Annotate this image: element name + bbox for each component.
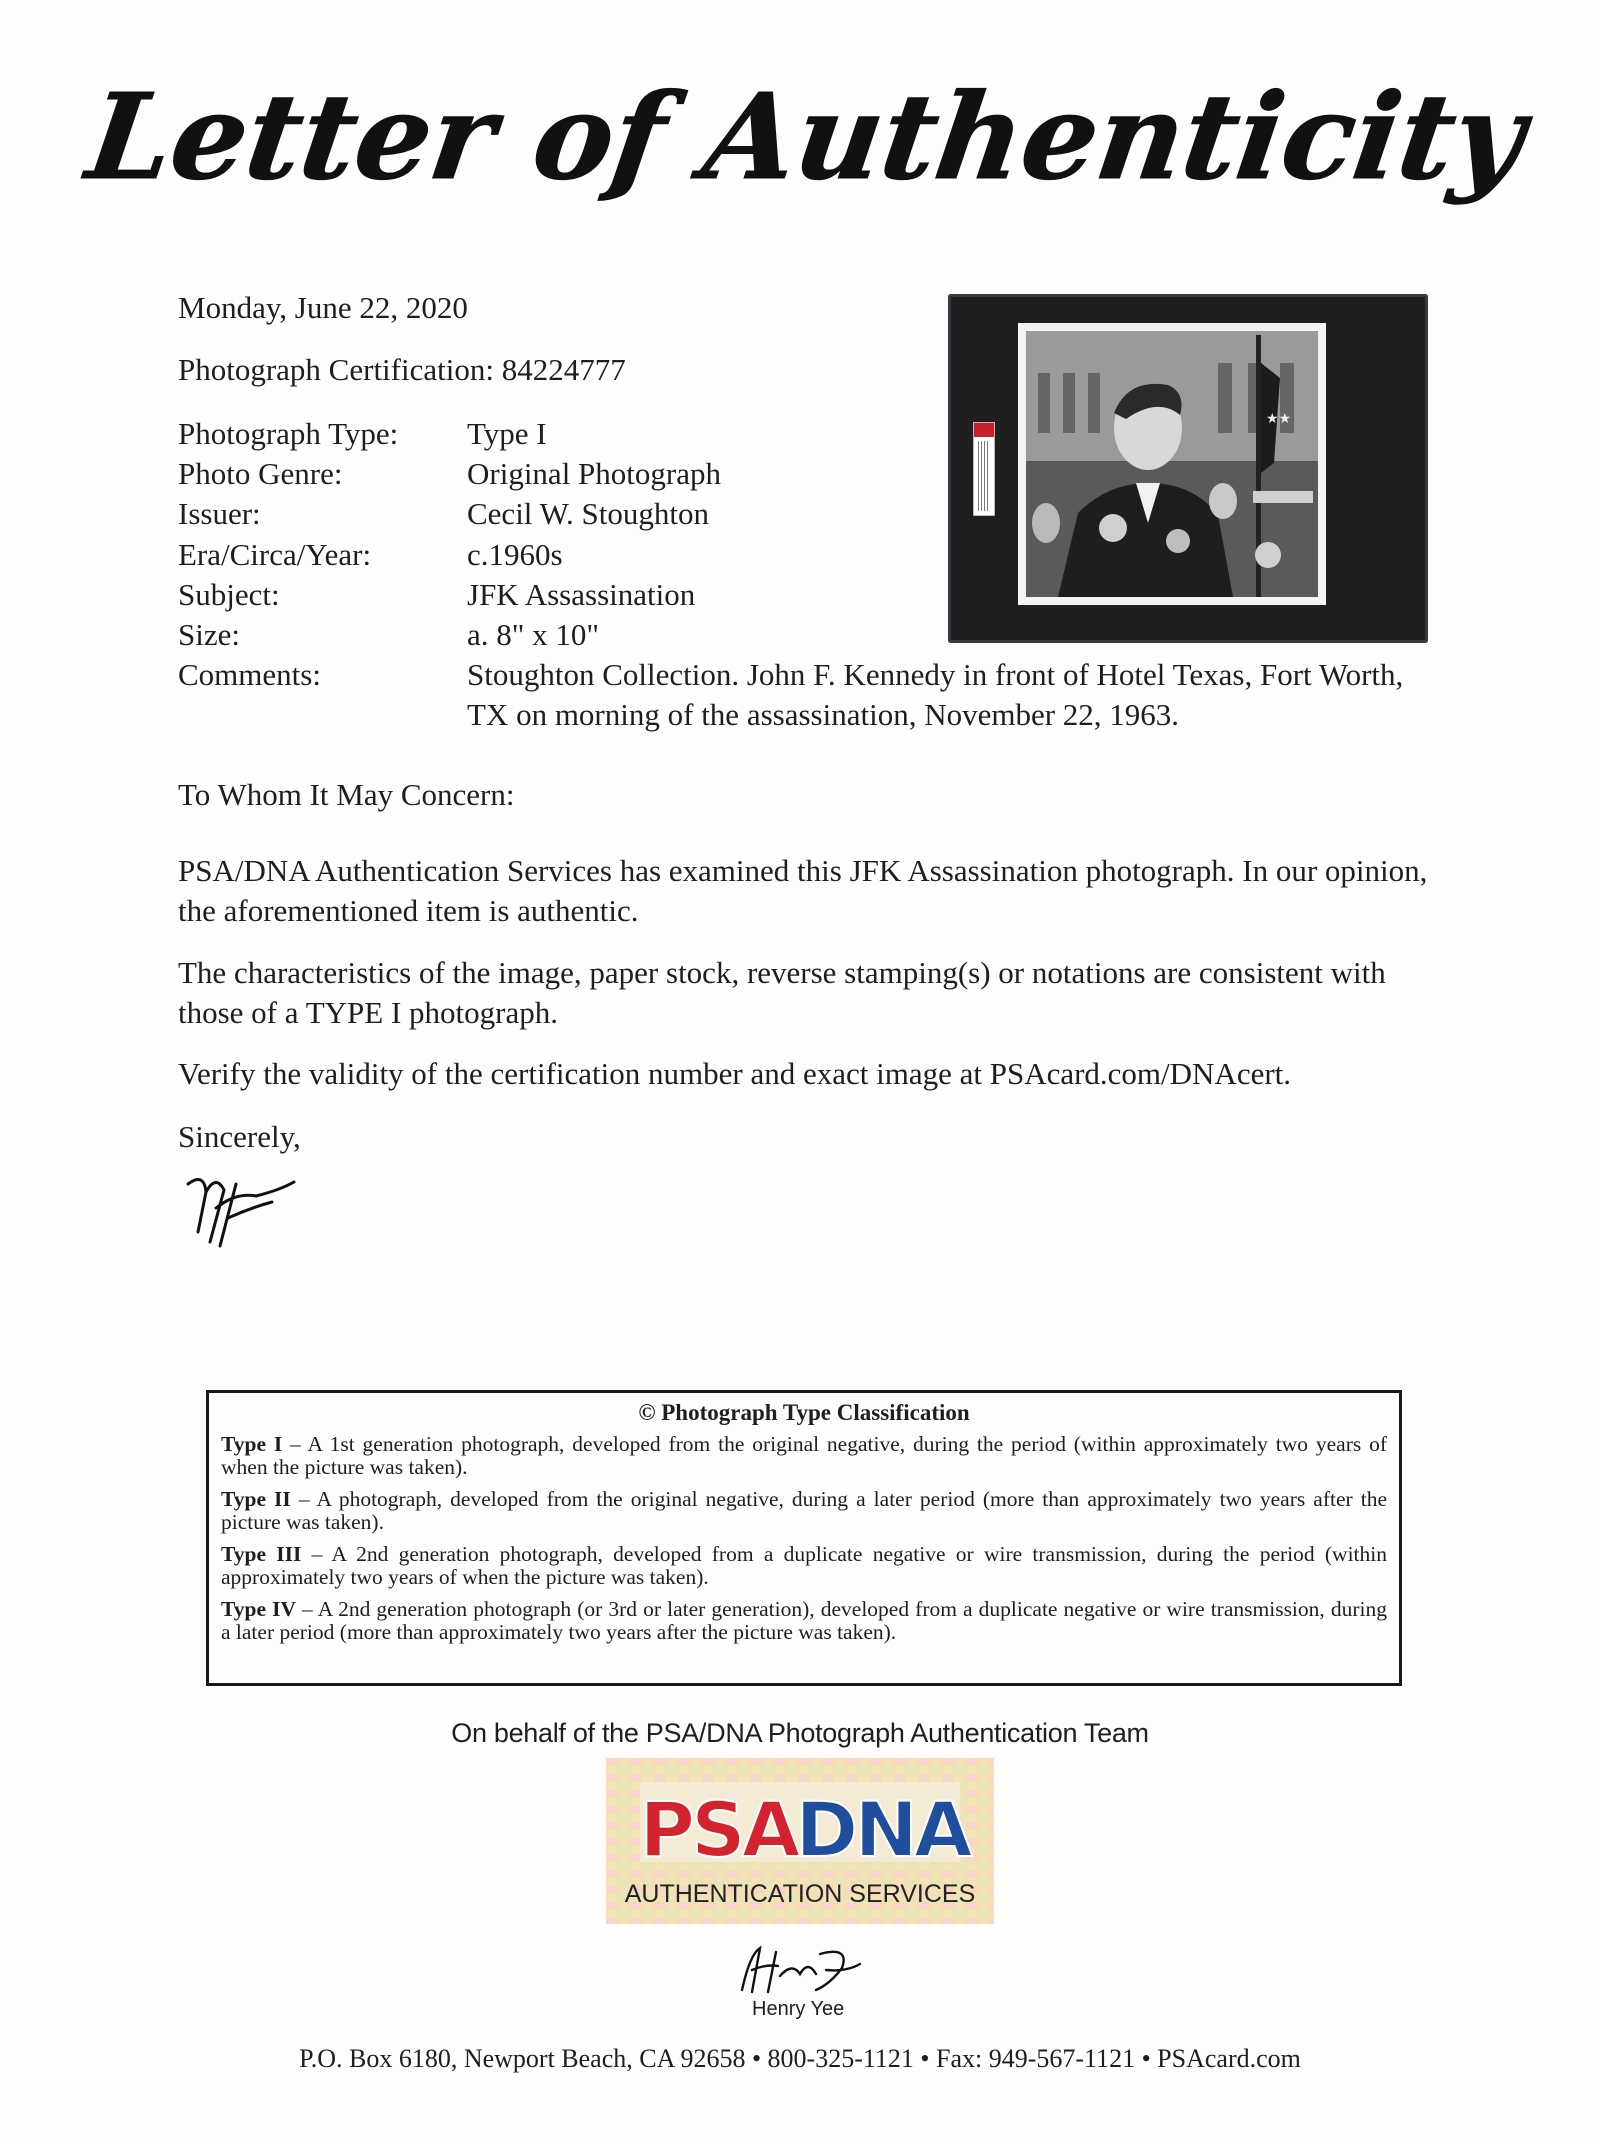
classification-title: © Photograph Type Classification bbox=[638, 1400, 970, 1425]
body-paragraph: Verify the validity of the certification number and exact image at PSAcard.com/DNAcert. bbox=[178, 1056, 1292, 1091]
svg-text:★★: ★★ bbox=[1266, 412, 1292, 427]
slabbed-photograph bbox=[948, 294, 1428, 643]
classification-item bbox=[221, 1488, 1387, 1535]
detail-value: JFK Assassination bbox=[467, 576, 696, 612]
logo-psa-text: PSA bbox=[639, 1785, 797, 1874]
detail-label: Subject: bbox=[178, 576, 280, 612]
type-name: Type II bbox=[221, 1486, 291, 1511]
classification-item bbox=[221, 1433, 1387, 1480]
signature-henry-yee bbox=[730, 1940, 870, 2000]
team-statement: On behalf of the PSA/DNA Photograph Authentication Team bbox=[451, 1718, 1149, 1748]
detail-label: Size: bbox=[178, 617, 240, 653]
salutation: To Whom It May Concern: bbox=[178, 777, 515, 812]
type-description: – A 2nd generation photograph (or 3rd or later generation), developed from a duplicate negative or wire transmission, during a later period (more than approximately two years after the picture was taken). bbox=[221, 1596, 1387, 1644]
detail-value: a. 8" x 10" bbox=[467, 617, 600, 653]
detail-value: Stoughton Collection. John F. Kennedy in front of Hotel Texas, Fort Worth, TX on morning of the assassination, November 22, 1963. bbox=[467, 657, 1404, 733]
footer-contact: P.O. Box 6180, Newport Beach, CA 92658 • 800-325-1121 • Fax: 949-567-1121 • PSAcard.com bbox=[299, 2044, 1301, 2073]
title-text: Letter of Authenticity bbox=[79, 67, 1533, 206]
certification-line bbox=[178, 352, 626, 388]
classification-item bbox=[221, 1543, 1387, 1590]
type-description: – A 2nd generation photograph, developed from a duplicate negative or wire transmission, during the period (within approximately two years of when the picture was taken). bbox=[221, 1541, 1387, 1589]
body-paragraph: PSA/DNA Authentication Services has examined this JFK Assassination photograph. In our opinion, the aforementioned item is authentic. bbox=[178, 853, 1428, 928]
detail-label: Photo Genre: bbox=[178, 456, 343, 492]
classification-item bbox=[221, 1598, 1387, 1645]
type-name: Type I bbox=[221, 1431, 283, 1456]
detail-value: c.1960s bbox=[467, 536, 563, 572]
detail-label: Era/Circa/Year: bbox=[178, 536, 372, 572]
detail-label: Photograph Type: bbox=[178, 416, 399, 451]
closing: Sincerely, bbox=[178, 1119, 301, 1154]
photograph-image bbox=[1018, 323, 1326, 605]
type-description: – A photograph, developed from the original negative, during a later period (more than approximately two years after the picture was taken). bbox=[221, 1486, 1387, 1534]
classification-box bbox=[206, 1390, 1402, 1686]
detail-value: Original Photograph bbox=[467, 456, 721, 492]
detail-row bbox=[178, 655, 1438, 735]
type-name: Type III bbox=[221, 1541, 302, 1566]
signer-name: Henry Yee bbox=[752, 1998, 845, 2020]
detail-label: Issuer: bbox=[178, 496, 261, 532]
certification-number: 84224777 bbox=[501, 352, 626, 387]
body-paragraph: The characteristics of the image, paper stock, reverse stamping(s) or notations are consistent with those of a TYPE I photograph. bbox=[178, 955, 1386, 1030]
logo-dna-text: DNA bbox=[795, 1785, 969, 1874]
type-name: Type IV bbox=[221, 1596, 296, 1621]
psa-dna-logo bbox=[606, 1758, 994, 1924]
detail-value: Cecil W. Stoughton bbox=[467, 496, 709, 532]
logo-subtitle: AUTHENTICATION SERVICES bbox=[624, 1880, 976, 1908]
detail-value: Type I bbox=[467, 416, 547, 451]
detail-label: Comments: bbox=[178, 657, 321, 693]
slab-label bbox=[973, 422, 995, 516]
letter-date: Monday, June 22, 2020 bbox=[178, 290, 468, 325]
signature bbox=[176, 1162, 306, 1252]
certification-label: Photograph Certification: bbox=[178, 352, 494, 387]
type-description: – A 1st generation photograph, developed from the original negative, during the period (within approximately two years of when the picture was taken). bbox=[221, 1431, 1387, 1479]
letter-title bbox=[0, 40, 1600, 250]
